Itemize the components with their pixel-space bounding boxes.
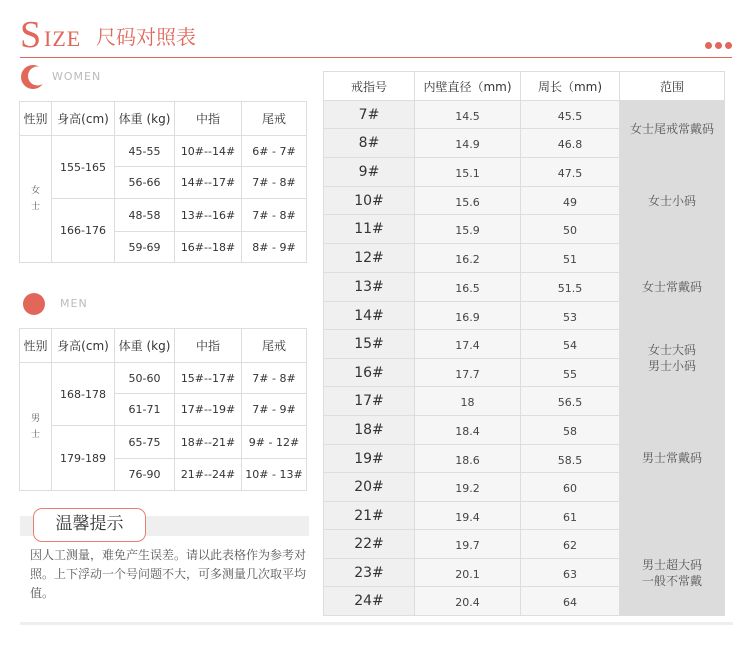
pinky-cell: 10# - 13# xyxy=(242,459,307,491)
circumference-cell: 64 xyxy=(521,587,620,616)
col-header: 中指 xyxy=(175,329,242,363)
middle-cell: 13#--16# xyxy=(175,199,242,232)
table-row xyxy=(324,101,725,129)
pinky-cell: 9# - 12# xyxy=(242,426,307,459)
middle-cell: 21#--24# xyxy=(175,459,242,491)
pinky-cell: 7# - 8# xyxy=(242,199,307,232)
pinky-cell: 7# - 8# xyxy=(242,363,307,394)
diameter-cell: 14.9 xyxy=(415,129,521,158)
weight-cell: 48-58 xyxy=(115,199,175,232)
diameter-cell: 19.2 xyxy=(415,473,521,502)
table-row xyxy=(324,330,725,359)
range-label: 女士小码 xyxy=(647,193,696,208)
ring-size-cell: 7# xyxy=(324,101,415,129)
col-header: 身高(cm) xyxy=(52,329,115,363)
pinky-cell: 6# - 7# xyxy=(242,136,307,167)
height-cell: 155-165 xyxy=(52,136,115,199)
circumference-cell: 54 xyxy=(521,330,620,359)
table-row xyxy=(324,530,725,559)
sex-cell xyxy=(20,363,52,491)
diameter-cell: 19.4 xyxy=(415,502,521,530)
col-header: 性别 xyxy=(20,102,52,136)
ring-size-table xyxy=(323,71,725,616)
col-header: 戒指号 xyxy=(324,72,415,101)
ring-size-cell: 24# xyxy=(324,587,415,616)
pinky-cell: 8# - 9# xyxy=(242,232,307,263)
height-cell: 168-178 xyxy=(52,363,115,426)
circumference-cell: 62 xyxy=(521,530,620,559)
crescent-moon-icon xyxy=(20,64,46,90)
range-cell xyxy=(620,530,725,616)
diameter-cell: 15.6 xyxy=(415,187,521,215)
circumference-cell: 50 xyxy=(521,215,620,244)
diameter-cell: 16.9 xyxy=(415,302,521,330)
range-cell xyxy=(620,101,725,158)
middle-cell: 17#--19# xyxy=(175,394,242,426)
weight-cell: 76-90 xyxy=(115,459,175,491)
dots-icon xyxy=(705,42,732,49)
table-row xyxy=(324,158,725,187)
circumference-cell: 49 xyxy=(521,187,620,215)
height-cell: 179-189 xyxy=(52,426,115,491)
circle-logo-icon xyxy=(20,291,46,317)
ring-size-cell: 13# xyxy=(324,273,415,302)
diameter-cell: 20.4 xyxy=(415,587,521,616)
ring-size-cell: 14# xyxy=(324,302,415,330)
diameter-cell: 16.5 xyxy=(415,273,521,302)
header-divider xyxy=(20,57,732,58)
diameter-cell: 15.9 xyxy=(415,215,521,244)
ring-size-cell: 21# xyxy=(324,502,415,530)
ring-size-cell: 8# xyxy=(324,129,415,158)
women-label: WOMEN xyxy=(52,70,102,83)
table-row xyxy=(324,244,725,273)
men-label: MEN xyxy=(60,297,88,310)
col-header: 体重 (kg) xyxy=(115,329,175,363)
range-label: 女士尾戒常戴码 xyxy=(629,122,714,136)
title-rest: IZE xyxy=(44,26,82,51)
circumference-cell: 51.5 xyxy=(521,273,620,302)
middle-cell: 14#--17# xyxy=(175,167,242,199)
diameter-cell: 15.1 xyxy=(415,158,521,187)
range-label: 一般不常戴 xyxy=(641,573,702,588)
circumference-cell: 45.5 xyxy=(521,101,620,129)
range-cell xyxy=(620,158,725,244)
diameter-cell: 17.4 xyxy=(415,330,521,359)
footer-divider xyxy=(20,622,733,625)
sex-cell xyxy=(20,136,52,263)
circumference-cell: 63 xyxy=(521,559,620,587)
ring-size-cell: 18# xyxy=(324,416,415,445)
col-header: 性别 xyxy=(20,329,52,363)
men-size-table xyxy=(19,328,307,491)
table-row xyxy=(324,387,725,416)
page-title: 尺码对照表 xyxy=(96,25,196,49)
diameter-cell: 17.7 xyxy=(415,359,521,387)
diameter-cell: 18.4 xyxy=(415,416,521,445)
col-header: 身高(cm) xyxy=(52,102,115,136)
weight-cell: 59-69 xyxy=(115,232,175,263)
weight-cell: 65-75 xyxy=(115,426,175,459)
sex-label: 女士 xyxy=(30,186,40,212)
pinky-cell: 7# - 8# xyxy=(242,167,307,199)
diameter-cell: 18 xyxy=(415,387,521,416)
range-cell xyxy=(620,330,725,387)
women-size-table xyxy=(19,101,307,263)
diameter-cell: 20.1 xyxy=(415,559,521,587)
title-initial: S xyxy=(20,14,42,56)
notice-panel xyxy=(20,502,309,612)
weight-cell: 50-60 xyxy=(115,363,175,394)
col-header: 内壁直径（mm) xyxy=(415,72,521,101)
ring-size-cell: 16# xyxy=(324,359,415,387)
range-label: 女士常戴码 xyxy=(641,279,702,294)
col-header: 尾戒 xyxy=(242,102,307,136)
ring-size-cell: 12# xyxy=(324,244,415,273)
circumference-cell: 60 xyxy=(521,473,620,502)
diameter-cell: 19.7 xyxy=(415,530,521,559)
middle-cell: 10#--14# xyxy=(175,136,242,167)
notice-text: 因人工测量，难免产生误差。请以此表格作为参考对照。上下浮动一个号问题不大，可多测量几次取平均值。 xyxy=(30,548,307,600)
ring-size-cell: 10# xyxy=(324,187,415,215)
circumference-cell: 58.5 xyxy=(521,445,620,473)
ring-size-cell: 11# xyxy=(324,215,415,244)
diameter-cell: 14.5 xyxy=(415,101,521,129)
circumference-cell: 53 xyxy=(521,302,620,330)
circumference-cell: 58 xyxy=(521,416,620,445)
col-header: 中指 xyxy=(175,102,242,136)
ring-size-cell: 22# xyxy=(324,530,415,559)
ring-size-cell: 9# xyxy=(324,158,415,187)
range-cell xyxy=(620,244,725,330)
circumference-cell: 61 xyxy=(521,502,620,530)
range-label: 男士常戴码 xyxy=(641,451,702,465)
col-header: 体重 (kg) xyxy=(115,102,175,136)
col-header: 尾戒 xyxy=(242,329,307,363)
circumference-cell: 55 xyxy=(521,359,620,387)
circumference-cell: 51 xyxy=(521,244,620,273)
range-label: 男士小码 xyxy=(647,359,696,373)
weight-cell: 61-71 xyxy=(115,394,175,426)
circumference-cell: 56.5 xyxy=(521,387,620,416)
ring-size-cell: 19# xyxy=(324,445,415,473)
middle-cell: 16#--18# xyxy=(175,232,242,263)
circumference-cell: 47.5 xyxy=(521,158,620,187)
ring-size-cell: 17# xyxy=(324,387,415,416)
notice-title: 温馨提示 xyxy=(33,508,146,542)
range-label: 男士超大码 xyxy=(641,557,702,572)
height-cell: 166-176 xyxy=(52,199,115,263)
range-label: 女士大码 xyxy=(647,343,696,357)
weight-cell: 45-55 xyxy=(115,136,175,167)
diameter-cell: 18.6 xyxy=(415,445,521,473)
range-cell xyxy=(620,387,725,530)
weight-cell: 56-66 xyxy=(115,167,175,199)
page-header xyxy=(20,14,732,58)
diameter-cell: 16.2 xyxy=(415,244,521,273)
circumference-cell: 46.8 xyxy=(521,129,620,158)
col-header: 范围 xyxy=(620,72,725,101)
ring-size-cell: 23# xyxy=(324,559,415,587)
ring-size-cell: 15# xyxy=(324,330,415,359)
sex-label: 男士 xyxy=(30,413,40,440)
middle-cell: 18#--21# xyxy=(175,426,242,459)
pinky-cell: 7# - 9# xyxy=(242,394,307,426)
ring-size-cell: 20# xyxy=(324,473,415,502)
middle-cell: 15#--17# xyxy=(175,363,242,394)
col-header: 周长（mm) xyxy=(521,72,620,101)
